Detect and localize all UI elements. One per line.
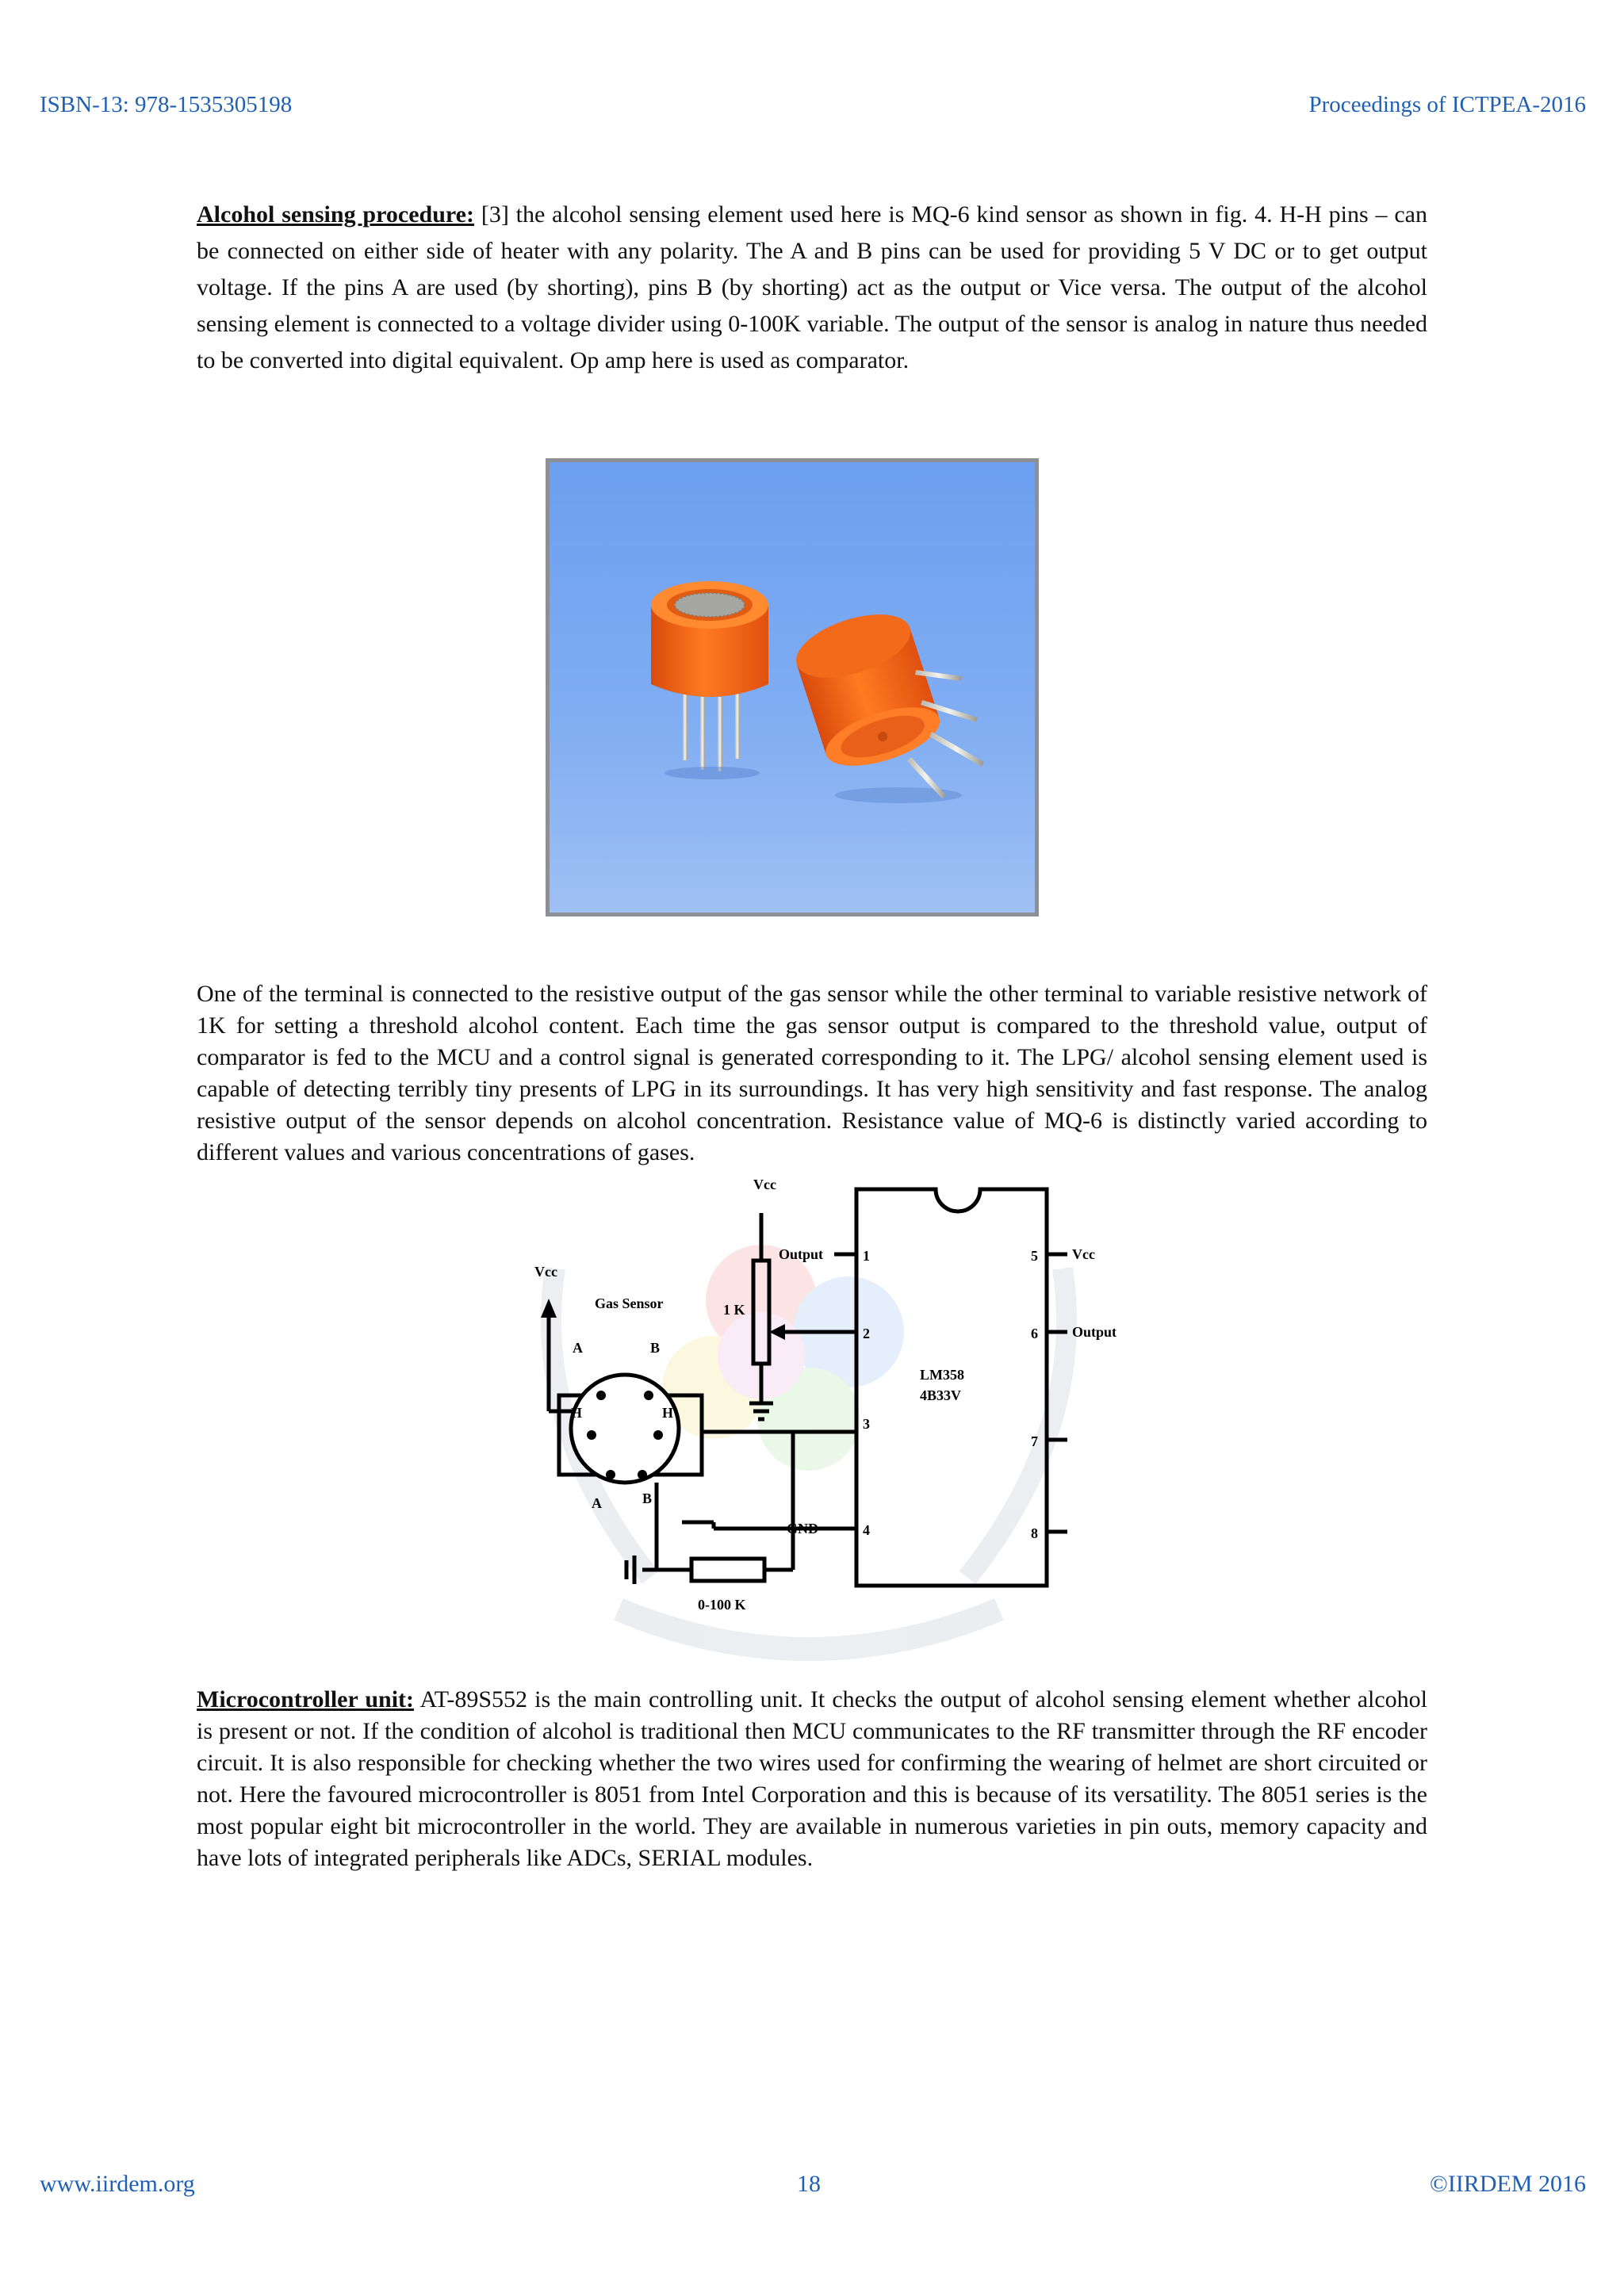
pin-b-top-label: B (650, 1340, 661, 1356)
microcontroller-heading: Microcontroller unit: (197, 1686, 415, 1712)
pin8-number: 8 (1031, 1525, 1038, 1541)
pin4-number: 4 (863, 1522, 870, 1538)
pin5-number: 5 (1031, 1248, 1038, 1264)
vcc-top-label: Vcc (753, 1177, 776, 1192)
comparator-paragraph: One of the terminal is connected to the resistive output of the gas sensor while the other terminal to variable resistive network of 1K for setting a threshold alcohol content. Each time the gas sensor output is compared to the threshold value, output of comparator is fed to the MCU and a control signal is generated corresponding to it. The LPG/ alcohol sensing element used is capable of detecting terribly tiny presents of LPG in its surroundings. It has very high sensitivity and fast response. The analog resistive output of the sensor depends on alcohol concentration. Resistance value of MQ-6 is distinctly varied according to different values and various concentrations of gases. (197, 981, 1427, 1165)
pin6-number: 6 (1031, 1326, 1038, 1341)
microcontroller-paragraph (197, 1684, 1427, 1874)
pin1-number: 1 (863, 1248, 870, 1264)
pin7-number: 7 (1031, 1433, 1038, 1449)
pin-h-left-label: H (571, 1405, 583, 1421)
pin3-number: 3 (863, 1416, 870, 1432)
pot-1k-label: 1 K (723, 1302, 745, 1318)
pot-100k-label: 0-100 K (698, 1597, 746, 1613)
footer-copyright: ©IIRDEM 2016 (1430, 2171, 1586, 2197)
pin4-gnd-label: GND (787, 1521, 818, 1536)
pin-a-top-label: A (573, 1340, 583, 1356)
pin2-number: 2 (863, 1326, 870, 1341)
pin6-output-label: Output (1072, 1324, 1117, 1340)
chip-code-label: 4B33V (920, 1387, 962, 1403)
gas-sensor-circuit-diagram (523, 1165, 1117, 1657)
alcohol-sensing-text: [3] the alcohol sensing element used here is MQ-6 kind sensor as shown in fig. 4. H-H pins – can be connected on either side of heater with any polarity. The A and B pins can be used for providing 5 V DC or to get output voltage. If the pins A are used (by shorting), pins B (by shorting) act as the output or Vice versa. The output of the alcohol sensing element is connected to a voltage divider using 0-100K variable. The output of the sensor is analog in nature thus needed to be converted into digital equivalent. Op amp here is used as comparator. (197, 201, 1427, 373)
alcohol-sensing-heading: Alcohol sensing procedure: (197, 201, 474, 228)
vcc-left-label: Vcc (534, 1264, 557, 1280)
alcohol-sensing-paragraph (197, 197, 1427, 379)
pin1-output-label: Output (779, 1246, 824, 1262)
footer-website: www.iirdem.org (40, 2171, 195, 2197)
header-proceedings: Proceedings of ICTPEA-2016 (1308, 92, 1586, 117)
gas-sensor-label: Gas Sensor (595, 1295, 664, 1311)
pin-h-right-label: H (662, 1405, 674, 1421)
pin5-vcc-label: Vcc (1072, 1246, 1095, 1262)
chip-name-label: LM358 (920, 1367, 964, 1383)
mq6-sensor-photo (546, 458, 1039, 916)
header-isbn: ISBN-13: 978-1535305198 (40, 92, 293, 117)
pin-b-bottom-label: B (642, 1490, 653, 1506)
circuit-svg (523, 1165, 1117, 1657)
mq6-sensor-illustration (550, 462, 1035, 913)
microcontroller-text: AT-89S552 is the main controlling unit. It checks the output of alcohol sensing element whether alcohol is present or not. If the condition of alcohol is traditional then MCU communicates to the RF transmitter through the RF encoder circuit. It is also responsible for checking whether the two wires used for confirming the wearing of helmet are short circuited or not. Here the favoured microcontroller is 8051 from Intel Corporation and this is because of its versatility. The 8051 series is the most popular eight bit microcontroller in the world. They are available in numerous varieties in pin outs, memory capacity and have lots of integrated peripherals like ADCs, SERIAL modules. (197, 1686, 1428, 1871)
pin-a-bottom-label: A (592, 1495, 602, 1511)
footer-page-number: 18 (797, 2171, 821, 2197)
